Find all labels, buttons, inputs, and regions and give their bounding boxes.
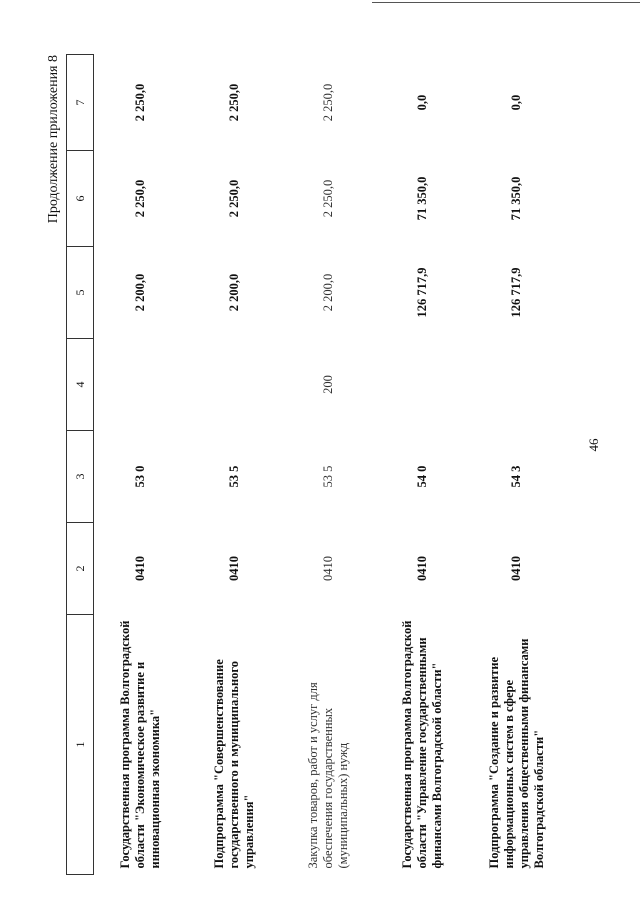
table-row: [376, 55, 470, 875]
row-value-7: 2 250,0: [227, 83, 241, 122]
row-value-6: 2 250,0: [227, 179, 241, 218]
row-code-4: [188, 339, 282, 431]
row-value-5: 2 200,0: [321, 273, 335, 312]
row-value-7: 2 250,0: [133, 83, 148, 122]
row-code-2: 0410: [509, 556, 523, 581]
row-code-3: 54 3: [509, 465, 523, 488]
row-name: Подпрограмма "Совершенствование государственного и муниципального управления": [212, 659, 256, 869]
row-value-6: 71 350,0: [509, 176, 523, 221]
row-code-3: 54 0: [415, 465, 429, 488]
row-value-7: 0,0: [415, 94, 429, 111]
col-header-6: 6: [67, 151, 94, 247]
row-value-7: 0,0: [509, 94, 523, 111]
header-row: [67, 55, 94, 875]
row-code-4: 200: [321, 375, 335, 394]
col-header-2: 2: [67, 523, 94, 615]
col-header-5: 5: [67, 247, 94, 339]
row-value-6: 2 250,0: [133, 179, 148, 218]
row-value-6: 71 350,0: [415, 176, 429, 221]
col-header-3: 3: [67, 431, 94, 523]
row-value-5: 2 200,0: [133, 273, 148, 312]
row-code-2: 0410: [133, 556, 148, 581]
row-code-2: 0410: [415, 556, 429, 581]
row-code-2: 0410: [227, 556, 241, 581]
budget-table: [66, 54, 564, 875]
col-header-4: 4: [67, 339, 94, 431]
page-number: 46: [586, 438, 601, 452]
row-value-6: 2 250,0: [321, 179, 335, 218]
col-header-1: 1: [67, 615, 94, 875]
table-row: [94, 55, 188, 875]
row-value-7: 2 250,0: [321, 83, 335, 122]
row-name: Закупка товаров, работ и услуг для обеспечения государственных (муниципальных) нужд: [306, 682, 350, 869]
row-code-3: 53 5: [321, 465, 335, 488]
row-name: Государственная программа Волгоградской области "Экономическое развитие и инновационная экономика": [118, 620, 163, 869]
row-code-4: [470, 339, 564, 431]
continuation-label: Продолжение приложения 8: [46, 55, 61, 224]
table-row: [470, 55, 564, 875]
row-value-5: 126 717,9: [415, 267, 429, 318]
row-name: Подпрограмма "Создание и развитие информационных систем в сфере управления общественными финансами Волгоградской области": [486, 638, 546, 869]
col-header-7: 7: [67, 55, 94, 151]
row-code-3: 53 0: [133, 465, 148, 488]
row-value-5: 126 717,9: [509, 267, 523, 318]
row-code-3: 53 5: [227, 465, 241, 488]
row-name: Государственная программа Волгоградской области "Управление государственными финансами Волгоградской области": [400, 620, 444, 869]
row-code-4: [94, 339, 188, 431]
row-code-2: 0410: [321, 556, 335, 581]
table-row: [188, 55, 282, 875]
row-value-5: 2 200,0: [227, 273, 241, 312]
table-row: [282, 55, 376, 875]
row-code-4: [376, 339, 470, 431]
